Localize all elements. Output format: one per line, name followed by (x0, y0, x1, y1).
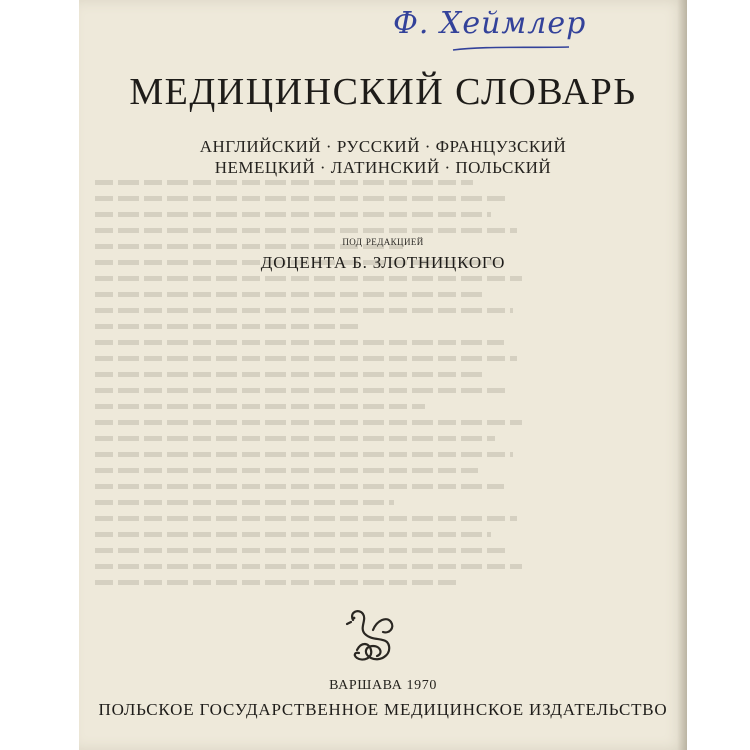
signature-text: Ф. Хеймлер (393, 6, 587, 41)
publisher-name: ПОЛЬСКОЕ ГОСУДАРСТВЕННОЕ МЕДИЦИНСКОЕ ИЗДАТЕЛЬСТВО (98, 700, 668, 719)
editor-label: под редакцией (342, 233, 424, 248)
book-title: МЕДИЦИНСКИЙ СЛОВАРЬ (129, 71, 637, 113)
handwritten-signature (393, 6, 587, 66)
place-year: ВАРШАВА 1970 (329, 678, 437, 693)
show-through-text (95, 180, 535, 650)
languages-list (79, 136, 687, 178)
signature-underline (393, 6, 587, 66)
editor-name: ДОЦЕНТА Б. ЗЛОТНИЦКОГО (260, 253, 506, 272)
languages-line-1: АНГЛИЙСКИЙ · РУССКИЙ · ФРАНЦУЗСКИЙ (199, 137, 567, 156)
languages-line-2: НЕМЕЦКИЙ · ЛАТИНСКИЙ · ПОЛЬСКИЙ (214, 158, 552, 177)
snake-emblem-icon (343, 606, 399, 666)
